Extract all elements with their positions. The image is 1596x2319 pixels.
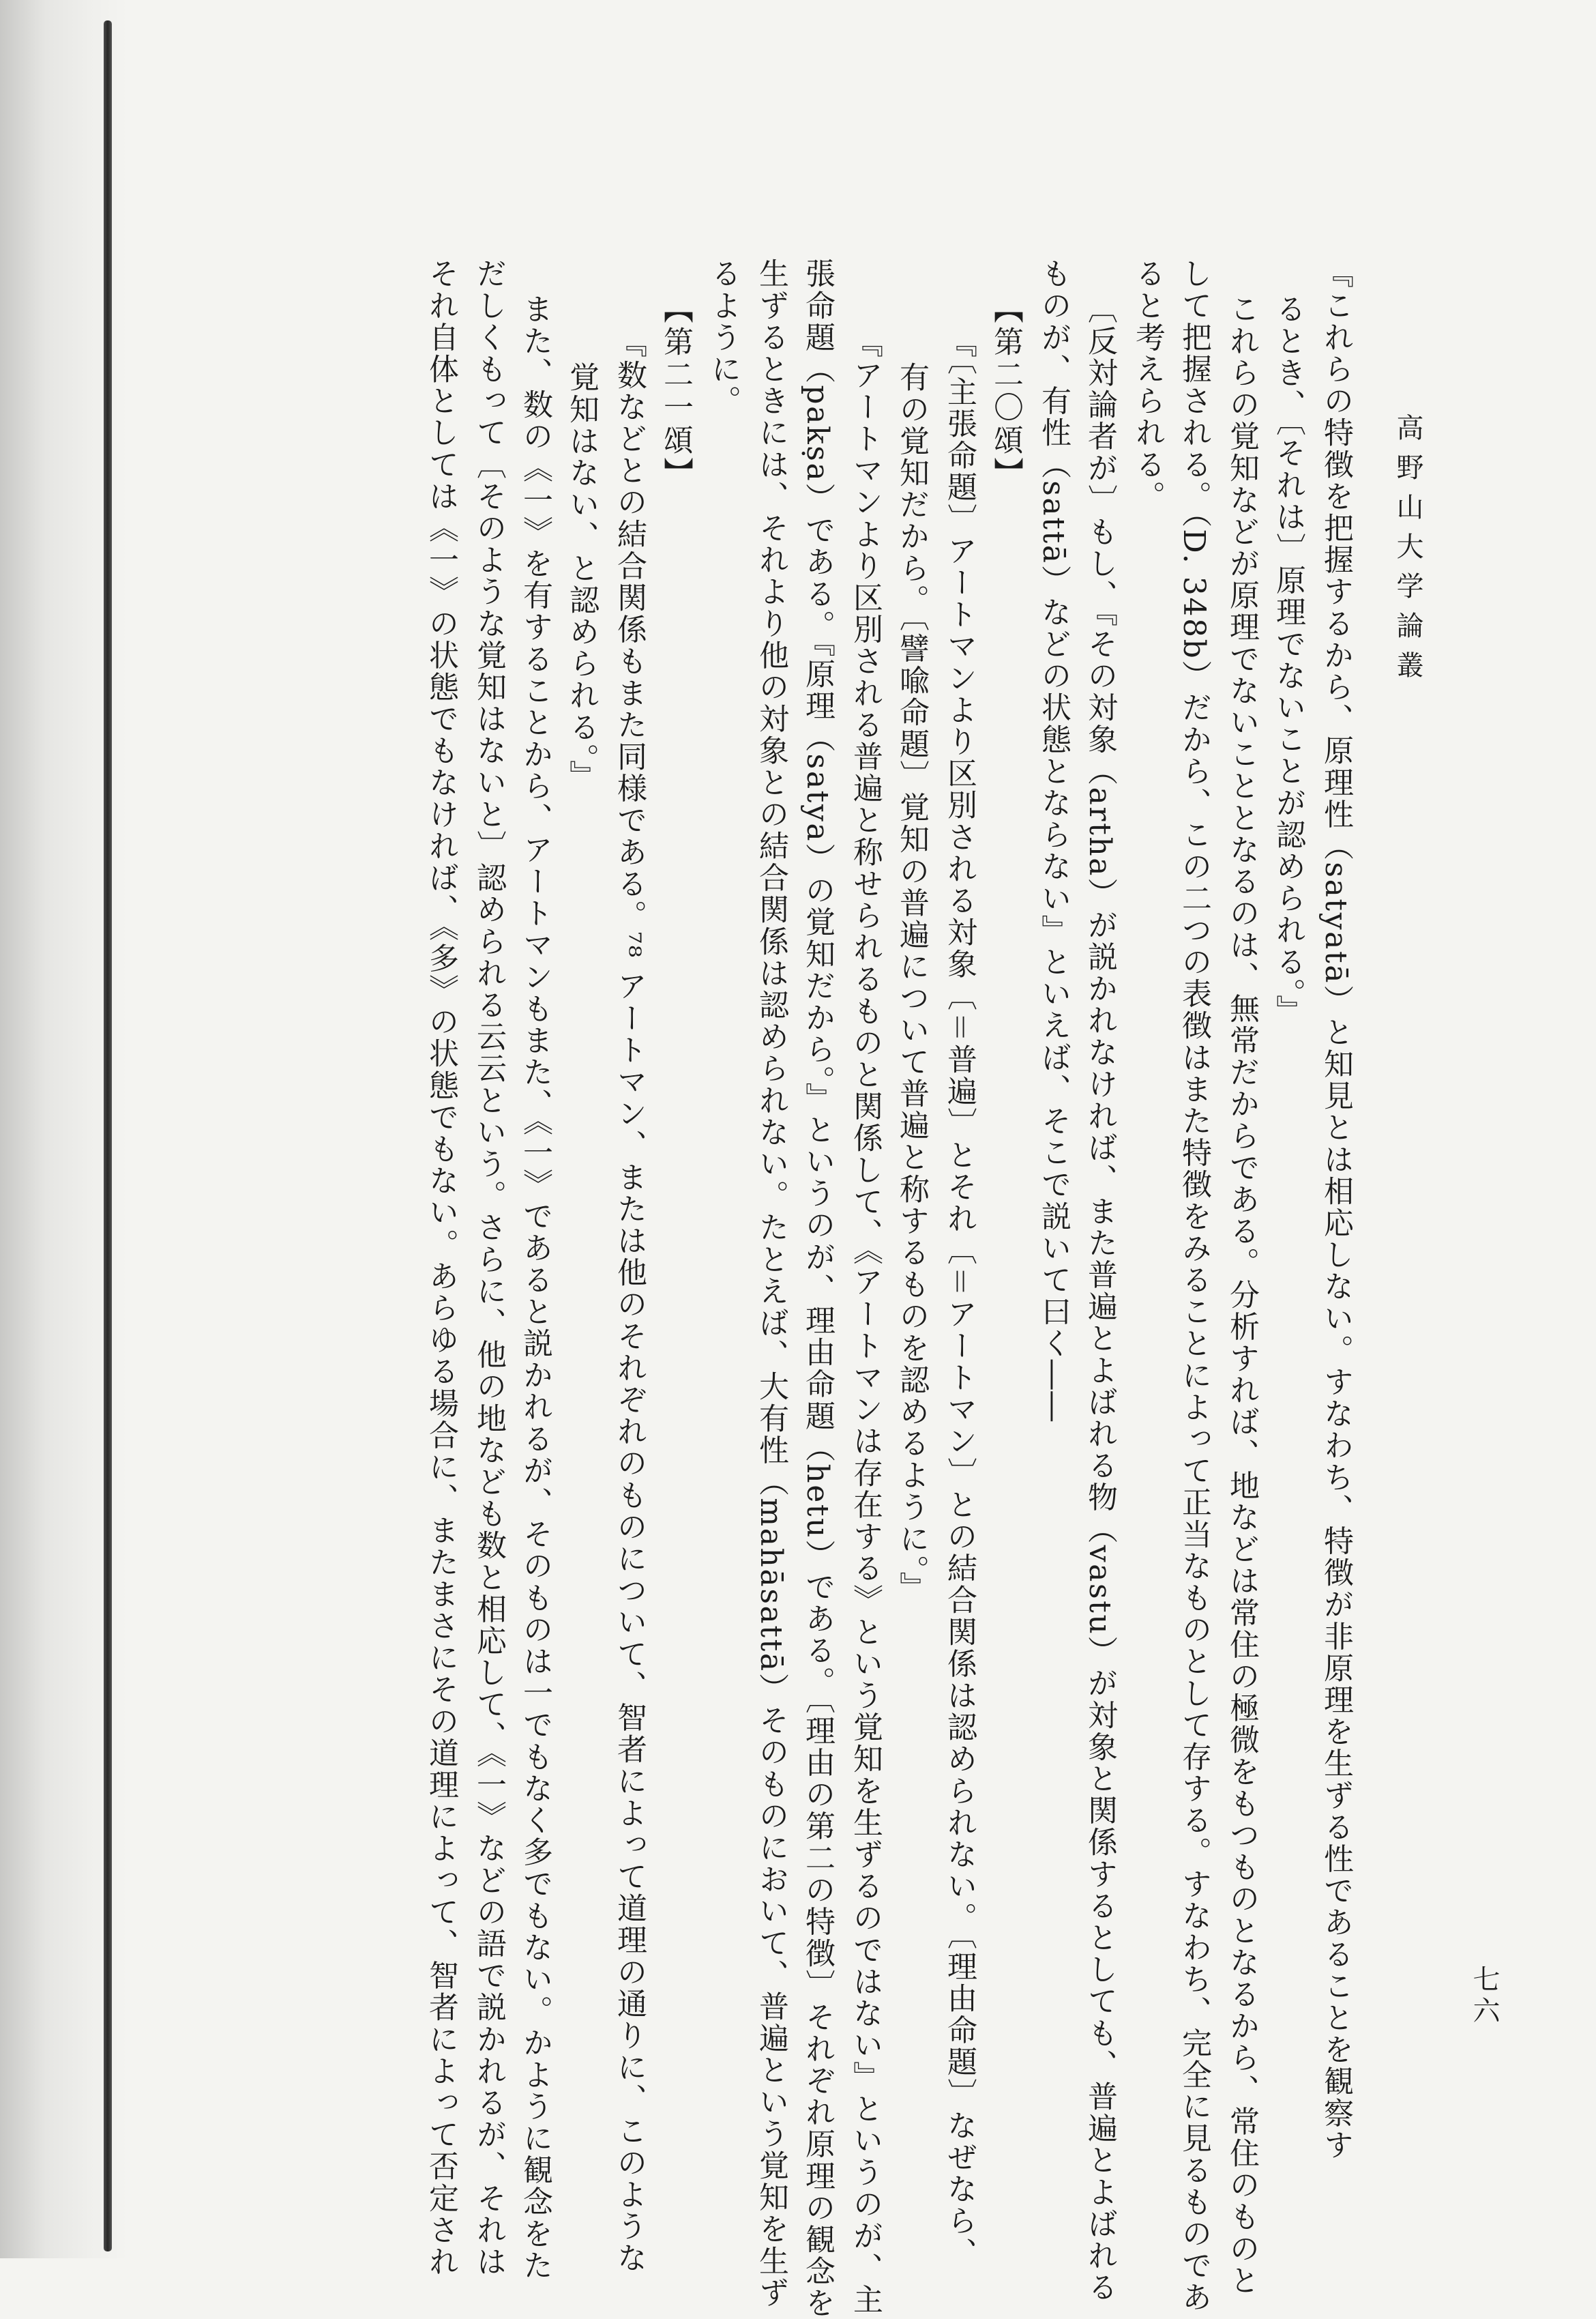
binding-gutter-line xyxy=(104,20,112,2251)
text-column-2: るとき、〔それは〕原理でないことが認められる。』 xyxy=(1271,293,1305,1027)
verse-heading-20: 【第二〇頌】 xyxy=(988,293,1023,490)
text-column-3: これらの覚知などが原理でないこととなるのは、無常だからである。分析すれば、地などは常住の極微をもつものとなるから、常住のものと xyxy=(1224,293,1259,2296)
text-column-20: それ自体としては《一》の状態でもなければ、《多》の状態でもない。あらゆる場合に、またまさにその道理によって、智者によって否定され xyxy=(424,258,458,2278)
text-column-12: 張命題（pakṣa）である。『原理（satya）の覚知だから。』というのが、理由命題（hetu）である。〔理由の第二の特徴〕それぞれ原理の観念を xyxy=(800,258,835,2319)
text-column-6: 〔反対論者が〕もし、『その対象（artha）が説かれなければ、また普遍とよばれる物（vastu）が対象と関係するとしても、普遍とよばれる xyxy=(1082,293,1117,2304)
text-column-9: 『〔主張命題〕アートマンより区別される対象〔＝普遍〕とそれ〔＝アートマン〕との結合関係は認められない。〔理由命題〕なぜなら、 xyxy=(942,327,977,2269)
text-column-11: 『アートマンより区別される普遍と称せられるものと関係して、《アートマンは存在する》という覚知を生ずるのではない』というのが、主 xyxy=(848,327,883,2316)
verse-heading-21: 【第二一頌】 xyxy=(658,293,693,490)
text-column-10: 有の覚知だから。〔譬喩命題〕覚知の普遍について普遍と称するものを認めるように。』 xyxy=(894,362,929,1603)
text-column-7: ものが、有性（sattā）などの状態とならない』といえば、そこで説いて曰く―― xyxy=(1036,258,1071,1423)
page-number: 七六 xyxy=(1468,1965,1500,2028)
text-column-19: だしくもって〔そのような覚知はないと〕認められる云云という。さらに、他の地なども数と相応して、《一》などの語で説かれるが、それは xyxy=(471,258,506,2278)
text-column-13: 生ずるときには、それより他の対象との結合関係は認められない。たとえば、大有性（mahāsattā）そのものにおいて、普遍という覚知を生ず xyxy=(754,258,788,2309)
text-column-1: 『これらの特徴を把握するから、原理性（satyatā）と知見とは相応しない。すなわち、特徴が非原理を生ずる性であることを観察す xyxy=(1318,258,1353,2161)
text-column-5: ると考えられる。 xyxy=(1130,258,1165,512)
text-column-16: 『数などとの結合関係もまた同様である。⁷⁸ アートマン、または他のそれぞれのものについて、智者によって道理の通りに、このような xyxy=(612,327,647,2275)
text-column-18: また、数の《一》を有することから、アートマンもまた、《一》であると説かれるが、そのものは一でもなく多でもない。かように観念をた xyxy=(518,293,552,2281)
text-column-14: るように。 xyxy=(706,258,741,417)
running-head: 高野山大学論叢 xyxy=(1392,413,1423,690)
text-column-4: して把握される。（D. 348b）だから、この二つの表徴はまた特徴をみることによって正当なものとして存する。すなわち、完全に見るものであ xyxy=(1177,258,1211,2314)
text-column-17: 覚知はない、と認められる。』 xyxy=(564,362,599,792)
